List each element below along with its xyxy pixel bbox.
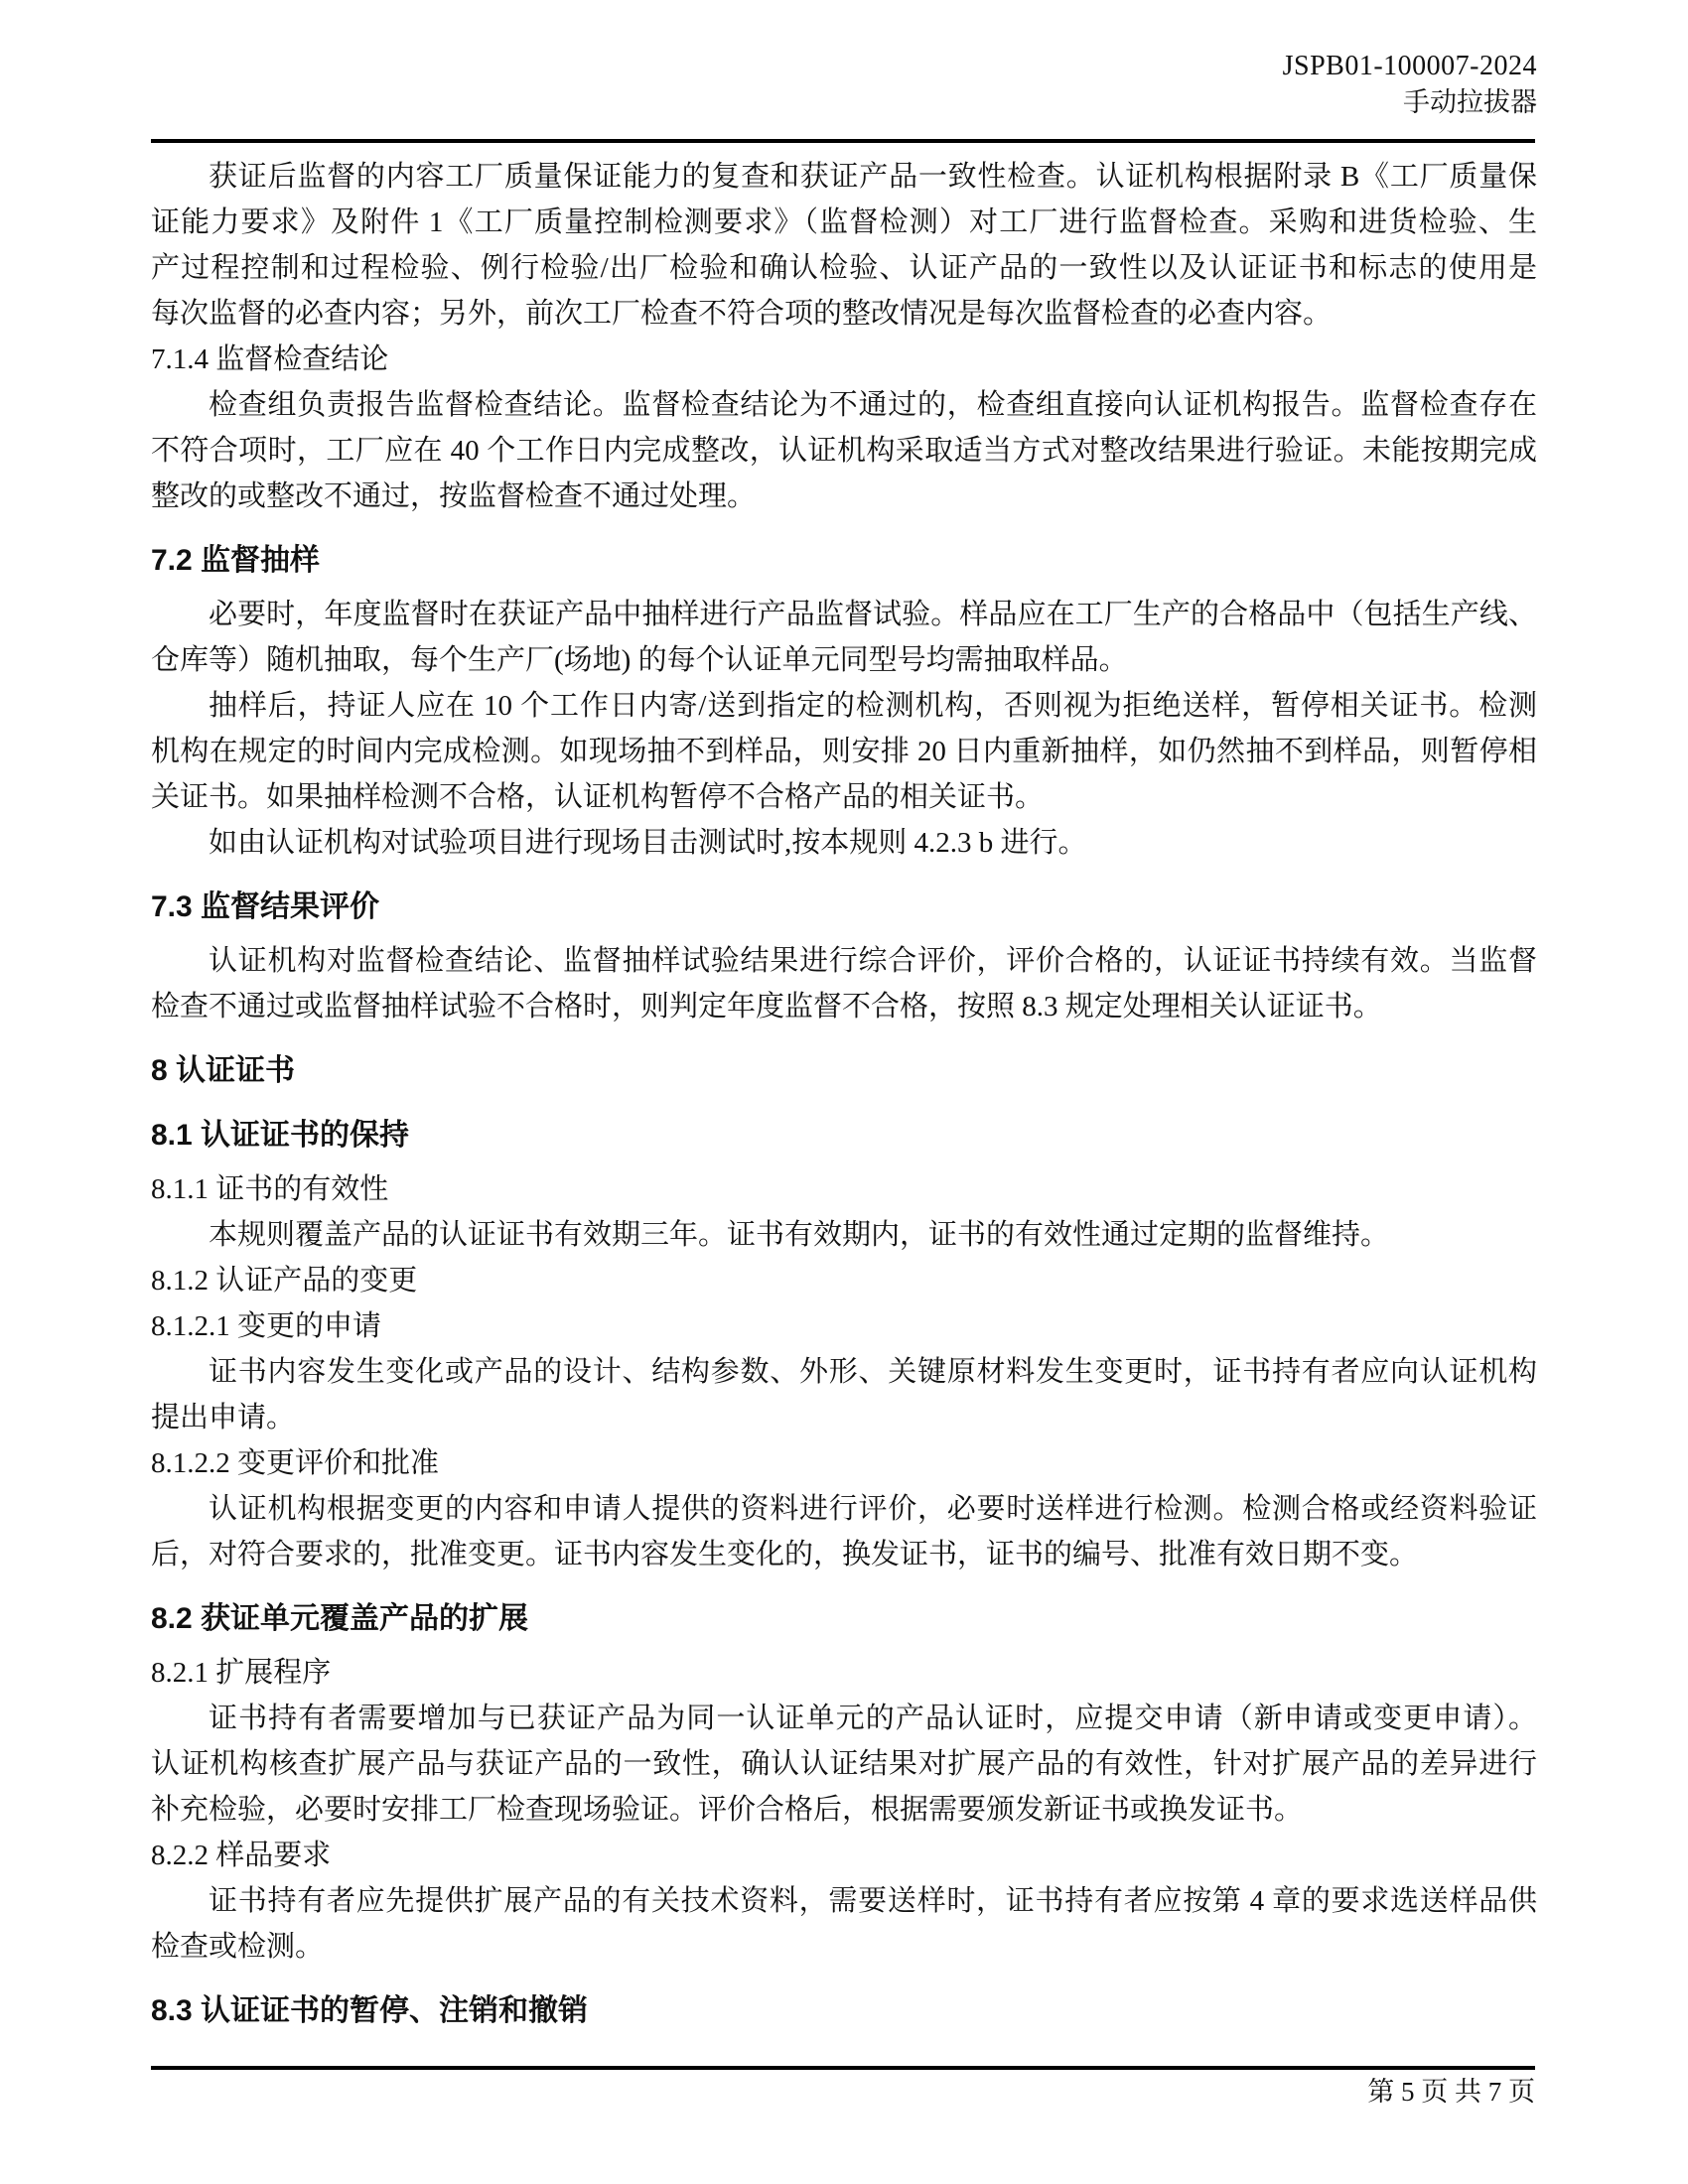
paragraph-line: 认证机构对监督检查结论、监督抽样试验结果进行综合评价，评价合格的，认证证书持续有效。当监督	[209, 945, 1537, 977]
paragraph-line: 本规则覆盖产品的认证证书有效期三年。证书有效期内，证书的有效性通过定期的监督维持。	[209, 1219, 1390, 1251]
paragraph-line: 不符合项时，工厂应在 40 个工作日内完成整改，认证机构采取适当方式对整改结果进行验证。未能按期完成	[151, 435, 1537, 467]
section-heading-bold: 7.2 监督抽样	[151, 544, 321, 577]
paragraph-line: 如由认证机构对试验项目进行现场目击测试时,按本规则 4.2.3 b 进行。	[209, 827, 1087, 859]
section-heading: 8.1.2.1 变更的申请	[151, 1310, 382, 1342]
header-doc-number: JSPB01-100007-2024	[1282, 51, 1537, 81]
section-heading-bold: 8 认证证书	[151, 1054, 296, 1087]
paragraph-line: 证书内容发生变化或产品的设计、结构参数、外形、关键原材料发生变更时，证书持有者应向认证机构	[209, 1356, 1537, 1388]
paragraph-line: 获证后监督的内容工厂质量保证能力的复查和获证产品一致性检查。认证机构根据附录 B《工厂质量保	[209, 161, 1537, 193]
paragraph-line: 机构在规定的时间内完成检测。如现场抽不到样品，则安排 20 日内重新抽样，如仍然抽不到样品，则暂停相	[151, 736, 1537, 767]
section-heading: 7.1.4 监督检查结论	[151, 343, 389, 375]
section-heading-bold: 8.1 认证证书的保持	[151, 1119, 410, 1152]
section-heading: 8.1.1 证书的有效性	[151, 1173, 389, 1205]
paragraph-line: 仓库等）随机抽取，每个生产厂(场地) 的每个认证单元同型号均需抽取样品。	[151, 644, 1128, 676]
paragraph-line: 证能力要求》及附件 1《工厂质量控制检测要求》（监督检测）对工厂进行监督检查。采购和进货检验、生	[151, 206, 1537, 238]
document-body	[151, 154, 1537, 2042]
header-rule	[151, 139, 1535, 143]
section-heading-bold: 8.3 认证证书的暂停、注销和撤销	[151, 1994, 589, 2027]
footer-rule	[151, 2066, 1535, 2070]
paragraph-line: 认证机构核查扩展产品与获证产品的一致性，确认认证结果对扩展产品的有效性，针对扩展产品的差异进行	[151, 1748, 1537, 1780]
header-doc-title: 手动拉拔器	[1403, 87, 1537, 117]
paragraph-line: 每次监督的必查内容；另外，前次工厂检查不符合项的整改情况是每次监督检查的必查内容。	[151, 298, 1333, 330]
section-heading-bold: 8.2 获证单元覆盖产品的扩展	[151, 1602, 529, 1635]
paragraph-line: 检查组负责报告监督检查结论。监督检查结论为不通过的，检查组直接向认证机构报告。监督检查存在	[209, 389, 1537, 421]
page-header	[151, 48, 1537, 121]
paragraph-line: 抽样后，持证人应在 10 个工作日内寄/送到指定的检测机构，否则视为拒绝送样，暂停相关证书。检测	[209, 690, 1537, 722]
paragraph-line: 产过程控制和过程检验、例行检验/出厂检验和确认检验、认证产品的一致性以及认证证书和标志的使用是	[151, 252, 1537, 284]
paragraph-line: 证书持有者需要增加与已获证产品为同一认证单元的产品认证时，应提交申请（新申请或变更申请）。	[209, 1703, 1537, 1734]
paragraph-line: 后，对符合要求的，批准变更。证书内容发生变化的，换发证书，证书的编号、批准有效日期不变。	[151, 1539, 1419, 1570]
section-heading: 8.2.2 样品要求	[151, 1840, 332, 1871]
paragraph-line: 必要时，年度监督时在获证产品中抽样进行产品监督试验。样品应在工厂生产的合格品中（包括生产线、	[209, 599, 1537, 630]
section-heading: 8.2.1 扩展程序	[151, 1657, 332, 1689]
paragraph-line: 检查不通过或监督抽样试验不合格时，则判定年度监督不合格，按照 8.3 规定处理相关认证证书。	[151, 991, 1382, 1023]
paragraph-line: 补充检验，必要时安排工厂检查现场验证。评价合格后，根据需要颁发新证书或换发证书。	[151, 1794, 1304, 1826]
paragraph-line: 整改的或整改不通过，按监督检查不通过处理。	[151, 480, 757, 512]
paragraph-line: 认证机构根据变更的内容和申请人提供的资料进行评价，必要时送样进行检测。检测合格或经资料验证	[209, 1493, 1537, 1525]
section-heading-bold: 7.3 监督结果评价	[151, 890, 380, 923]
paragraph-line: 提出申请。	[151, 1402, 296, 1433]
section-heading: 8.1.2 认证产品的变更	[151, 1265, 418, 1297]
paragraph-line: 关证书。如果抽样检测不合格，认证机构暂停不合格产品的相关证书。	[151, 781, 1045, 813]
section-heading: 8.1.2.2 变更评价和批准	[151, 1447, 440, 1479]
paragraph-line: 证书持有者应先提供扩展产品的有关技术资料，需要送样时，证书持有者应按第 4 章的要求选送样品供	[209, 1885, 1537, 1917]
footer-page-number: 第 5 页 共 7 页	[1367, 2077, 1535, 2107]
paragraph-line: 检查或检测。	[151, 1931, 325, 1963]
